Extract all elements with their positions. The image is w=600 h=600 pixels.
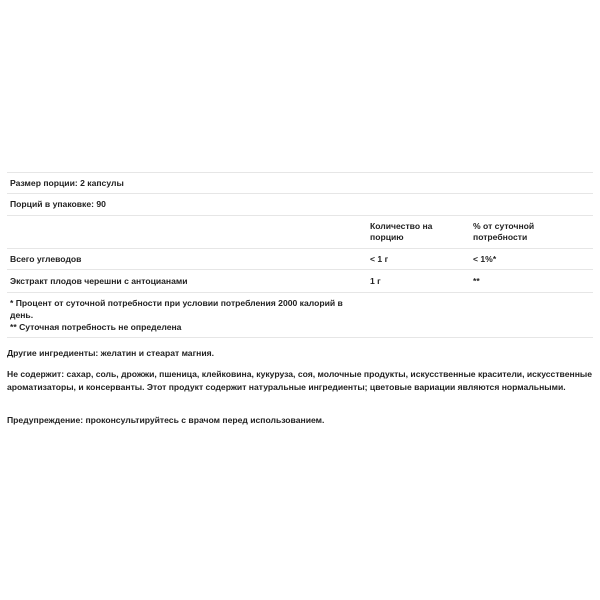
row-dv: ** [473,275,480,286]
warning: Предупреждение: проконсультируйтесь с врачом перед использованием. [7,415,325,425]
row-dv: < 1%* [473,253,497,264]
servings-per-container-text: Порций в упаковке: 90 [10,199,106,209]
other-ingredients: Другие ингредиенты: желатин и стеарат магния. [7,348,215,358]
header-amount: Количество на порцию [370,221,433,242]
row-name: Всего углеводов [10,253,82,264]
row-name: Экстракт плодов черешни с антоцианами [10,275,188,286]
servings-per-container [7,193,593,215]
row-amount: 1 г [370,275,381,286]
footnotes [7,292,593,338]
does-not-contain: Не содержит: сахар, соль, дрожжи, пшеница, клейковина, кукуруза, соя, молочные продукты, искусственные красители, искусственные ароматизаторы, и консерванты. Этот продукт содержит натуральные ингредиенты; цветовые вариации являются нормальными. [7,369,592,392]
table-row [7,269,593,292]
serving-size-text: Размер порции: 2 капсулы [10,177,124,188]
row-amount: < 1 г [370,253,389,264]
supplement-facts-table [7,172,593,338]
serving-size [7,172,593,193]
footnote-1: * Процент от суточной потребности при условии потребления 2000 калорий в день. [10,298,343,320]
table-row [7,248,593,269]
footnote-2: ** Суточная потребность не определена [10,322,182,332]
table-header [7,215,593,248]
header-dv: % от суточной потребности [473,221,535,242]
